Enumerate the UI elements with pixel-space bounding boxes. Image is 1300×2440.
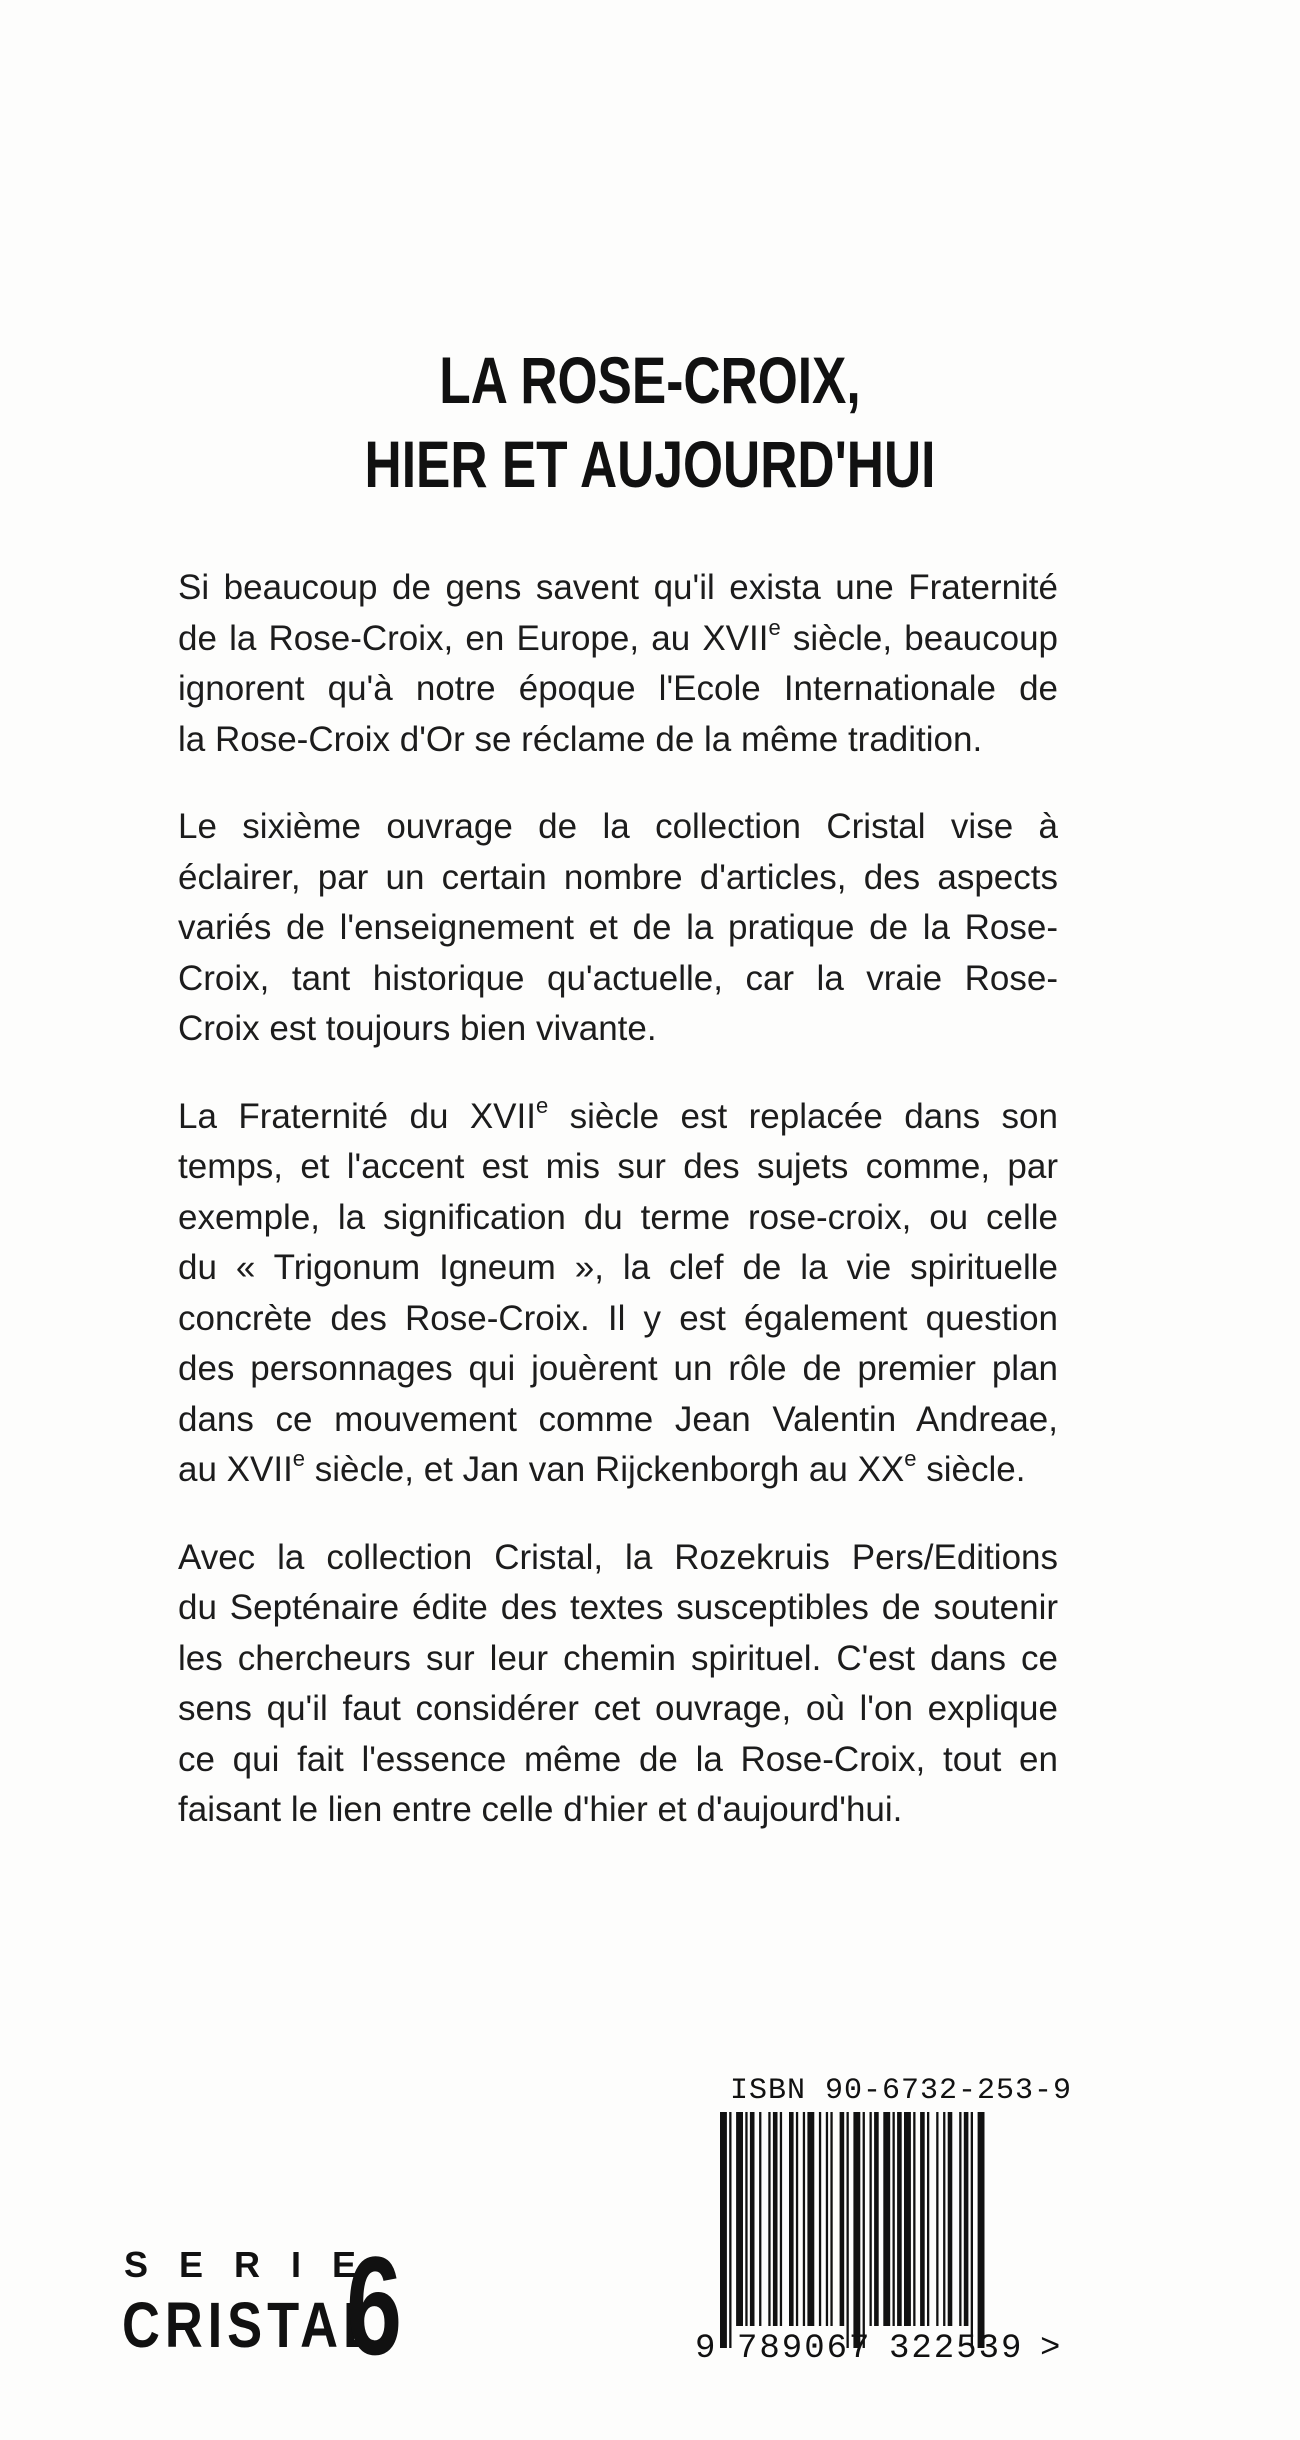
barcode-bar: [819, 2112, 821, 2326]
text-line: [178, 1142, 1058, 1193]
text-segment: siècle est replacée dans son: [548, 1096, 1058, 1136]
barcode-bar: [897, 2112, 902, 2326]
barcode-bar: [948, 2112, 953, 2326]
text-segment: variés de l'enseignement et de la pratique de la Rose-: [178, 908, 1058, 947]
text-segment: concrète des Rose-Croix. Il y est également question: [178, 1298, 1058, 1338]
barcode-bar: [759, 2112, 761, 2326]
superscript: e: [904, 1446, 917, 1472]
barcode-bar: [750, 2112, 755, 2326]
text-line: [178, 1243, 1058, 1294]
title-line-2: HIER ET AUJOURD'HUI: [364, 427, 936, 501]
barcode-bar: [780, 2112, 782, 2326]
text-segment: la Rose-Croix d'Or se réclame de la même tradition.: [178, 719, 983, 759]
text-segment: de la Rose-Croix, en Europe, au XVII: [178, 618, 769, 658]
barcode-bar: [927, 2112, 929, 2326]
text-line: [178, 1294, 1058, 1345]
barcode-bar: [720, 2112, 727, 2348]
barcode-digits-group-2: 322539: [889, 2330, 1024, 2368]
text-segment: siècle, et Jan van Rijckenborgh au XX: [305, 1450, 905, 1489]
barcode-bar: [826, 2112, 828, 2326]
barcode-bar: [893, 2112, 895, 2326]
barcode-bar: [807, 2112, 814, 2326]
text-segment: faisant le lien entre celle d'hier et d'aujourd'hui.: [178, 1790, 903, 1829]
text-segment: du « Trigonum Igneum », la clef de la vie spirituelle: [178, 1248, 1058, 1287]
barcode-digit-first: 9: [695, 2330, 716, 2368]
text-line: [178, 853, 1058, 904]
barcode-digits-end: >: [1040, 2330, 1061, 2368]
text-line: [178, 1684, 1058, 1735]
paragraph: [178, 1533, 1058, 1836]
text-segment: des personnages qui jouèrent un rôle de premier plan: [178, 1349, 1058, 1388]
text-line: [178, 1092, 1058, 1143]
text-segment: au XVII: [178, 1450, 293, 1489]
text-segment: La Fraternité du XVII: [178, 1096, 536, 1136]
text-line: [178, 802, 1058, 853]
barcode-bar: [840, 2112, 845, 2326]
text-line: [178, 1344, 1058, 1395]
text-segment: exemple, la signification du terme rose-croix, ou celle: [178, 1197, 1058, 1237]
barcode-bar: [913, 2112, 915, 2326]
barcode-bar: [803, 2112, 805, 2326]
text-segment: Avec la collection Cristal, la Rozekruis Pers/Editions: [178, 1537, 1058, 1577]
text-line: [178, 1735, 1058, 1786]
paragraph: [178, 563, 1058, 765]
text-segment: sens qu'il faut considérer cet ouvrage, où l'on explique: [178, 1689, 1058, 1728]
superscript: e: [535, 1092, 549, 1118]
text-segment: Croix est toujours bien vivante.: [178, 1009, 657, 1048]
barcode-bar: [959, 2112, 961, 2326]
superscript: e: [768, 614, 781, 640]
barcode-bar: [745, 2112, 747, 2326]
text-line: [178, 1395, 1058, 1446]
barcode-bar: [863, 2112, 865, 2348]
series-label: SERIE: [124, 2244, 388, 2285]
title-line-1: LA ROSE-CROIX,: [439, 343, 861, 417]
barcode-bar: [978, 2112, 985, 2348]
barcode-bar: [883, 2112, 890, 2326]
text-segment: ignorent qu'à notre époque l'Ecole Internationale de: [178, 669, 1058, 708]
barcode-bar: [943, 2112, 945, 2326]
text-segment: dans ce mouvement comme Jean Valentin Andreae,: [178, 1399, 1058, 1439]
text-segment: Si beaucoup de gens savent qu'il exista une Fraternité: [178, 568, 1058, 607]
barcode-bar: [789, 2112, 794, 2326]
superscript: e: [292, 1446, 306, 1472]
barcode-bar: [936, 2112, 938, 2326]
barcode-bar: [830, 2112, 832, 2326]
barcode-bar: [847, 2112, 849, 2348]
text-line: [178, 1193, 1058, 1244]
text-segment: éclairer, par un certain nombre d'articles, des aspects: [178, 857, 1058, 897]
text-segment: siècle, beaucoup: [780, 618, 1058, 658]
isbn-label: ISBN 90-6732-253-9: [730, 2074, 1073, 2108]
text-segment: ce qui fait l'essence même de la Rose-Croix, tout en: [178, 1739, 1058, 1779]
text-line: [178, 1785, 1058, 1836]
text-line: [178, 1583, 1058, 1634]
barcode-bar: [971, 2112, 973, 2348]
barcode-bar: [874, 2112, 879, 2326]
text-segment: siècle.: [916, 1450, 1026, 1489]
barcode-bar: [729, 2112, 731, 2348]
barcode-bar: [853, 2112, 860, 2348]
text-line: [178, 563, 1058, 614]
series-number: 6: [346, 2227, 403, 2384]
text-line: [178, 1533, 1058, 1584]
text-line: [178, 614, 1058, 665]
barcode-bar: [736, 2112, 743, 2326]
back-cover-blurb: [178, 563, 1058, 1873]
barcode-digits-group-1: 789067: [737, 2330, 872, 2368]
barcode-bar: [768, 2112, 770, 2326]
text-segment: du Septénaire édite des textes susceptibles de soutenir: [178, 1588, 1058, 1627]
text-line: [178, 664, 1058, 715]
text-segment: Croix, tant historique qu'actuelle, car la vraie Rose-: [178, 958, 1058, 998]
barcode-bar: [920, 2112, 925, 2326]
text-line: [178, 1445, 1058, 1496]
text-line: [178, 954, 1058, 1005]
barcode-bar: [870, 2112, 872, 2326]
barcode-bar: [904, 2112, 911, 2326]
barcode: [718, 2112, 1048, 2352]
text-line: [178, 1634, 1058, 1685]
text-segment: Le sixième ouvrage de la collection Cristal vise à: [178, 807, 1058, 846]
text-segment: les chercheurs sur leur chemin spirituel. C'est dans ce: [178, 1638, 1058, 1678]
text-line: [178, 715, 1058, 766]
barcode-bar: [964, 2112, 969, 2326]
book-title: [143, 338, 1157, 506]
text-segment: temps, et l'accent est mis sur des sujets comme, par: [178, 1147, 1058, 1186]
barcode-bar: [796, 2112, 798, 2326]
paragraph: [178, 1092, 1058, 1496]
text-line: [178, 903, 1058, 954]
barcode-bar: [773, 2112, 778, 2326]
paragraph: [178, 802, 1058, 1055]
series-name: CRISTAL: [122, 2289, 380, 2361]
text-line: [178, 1004, 1058, 1055]
